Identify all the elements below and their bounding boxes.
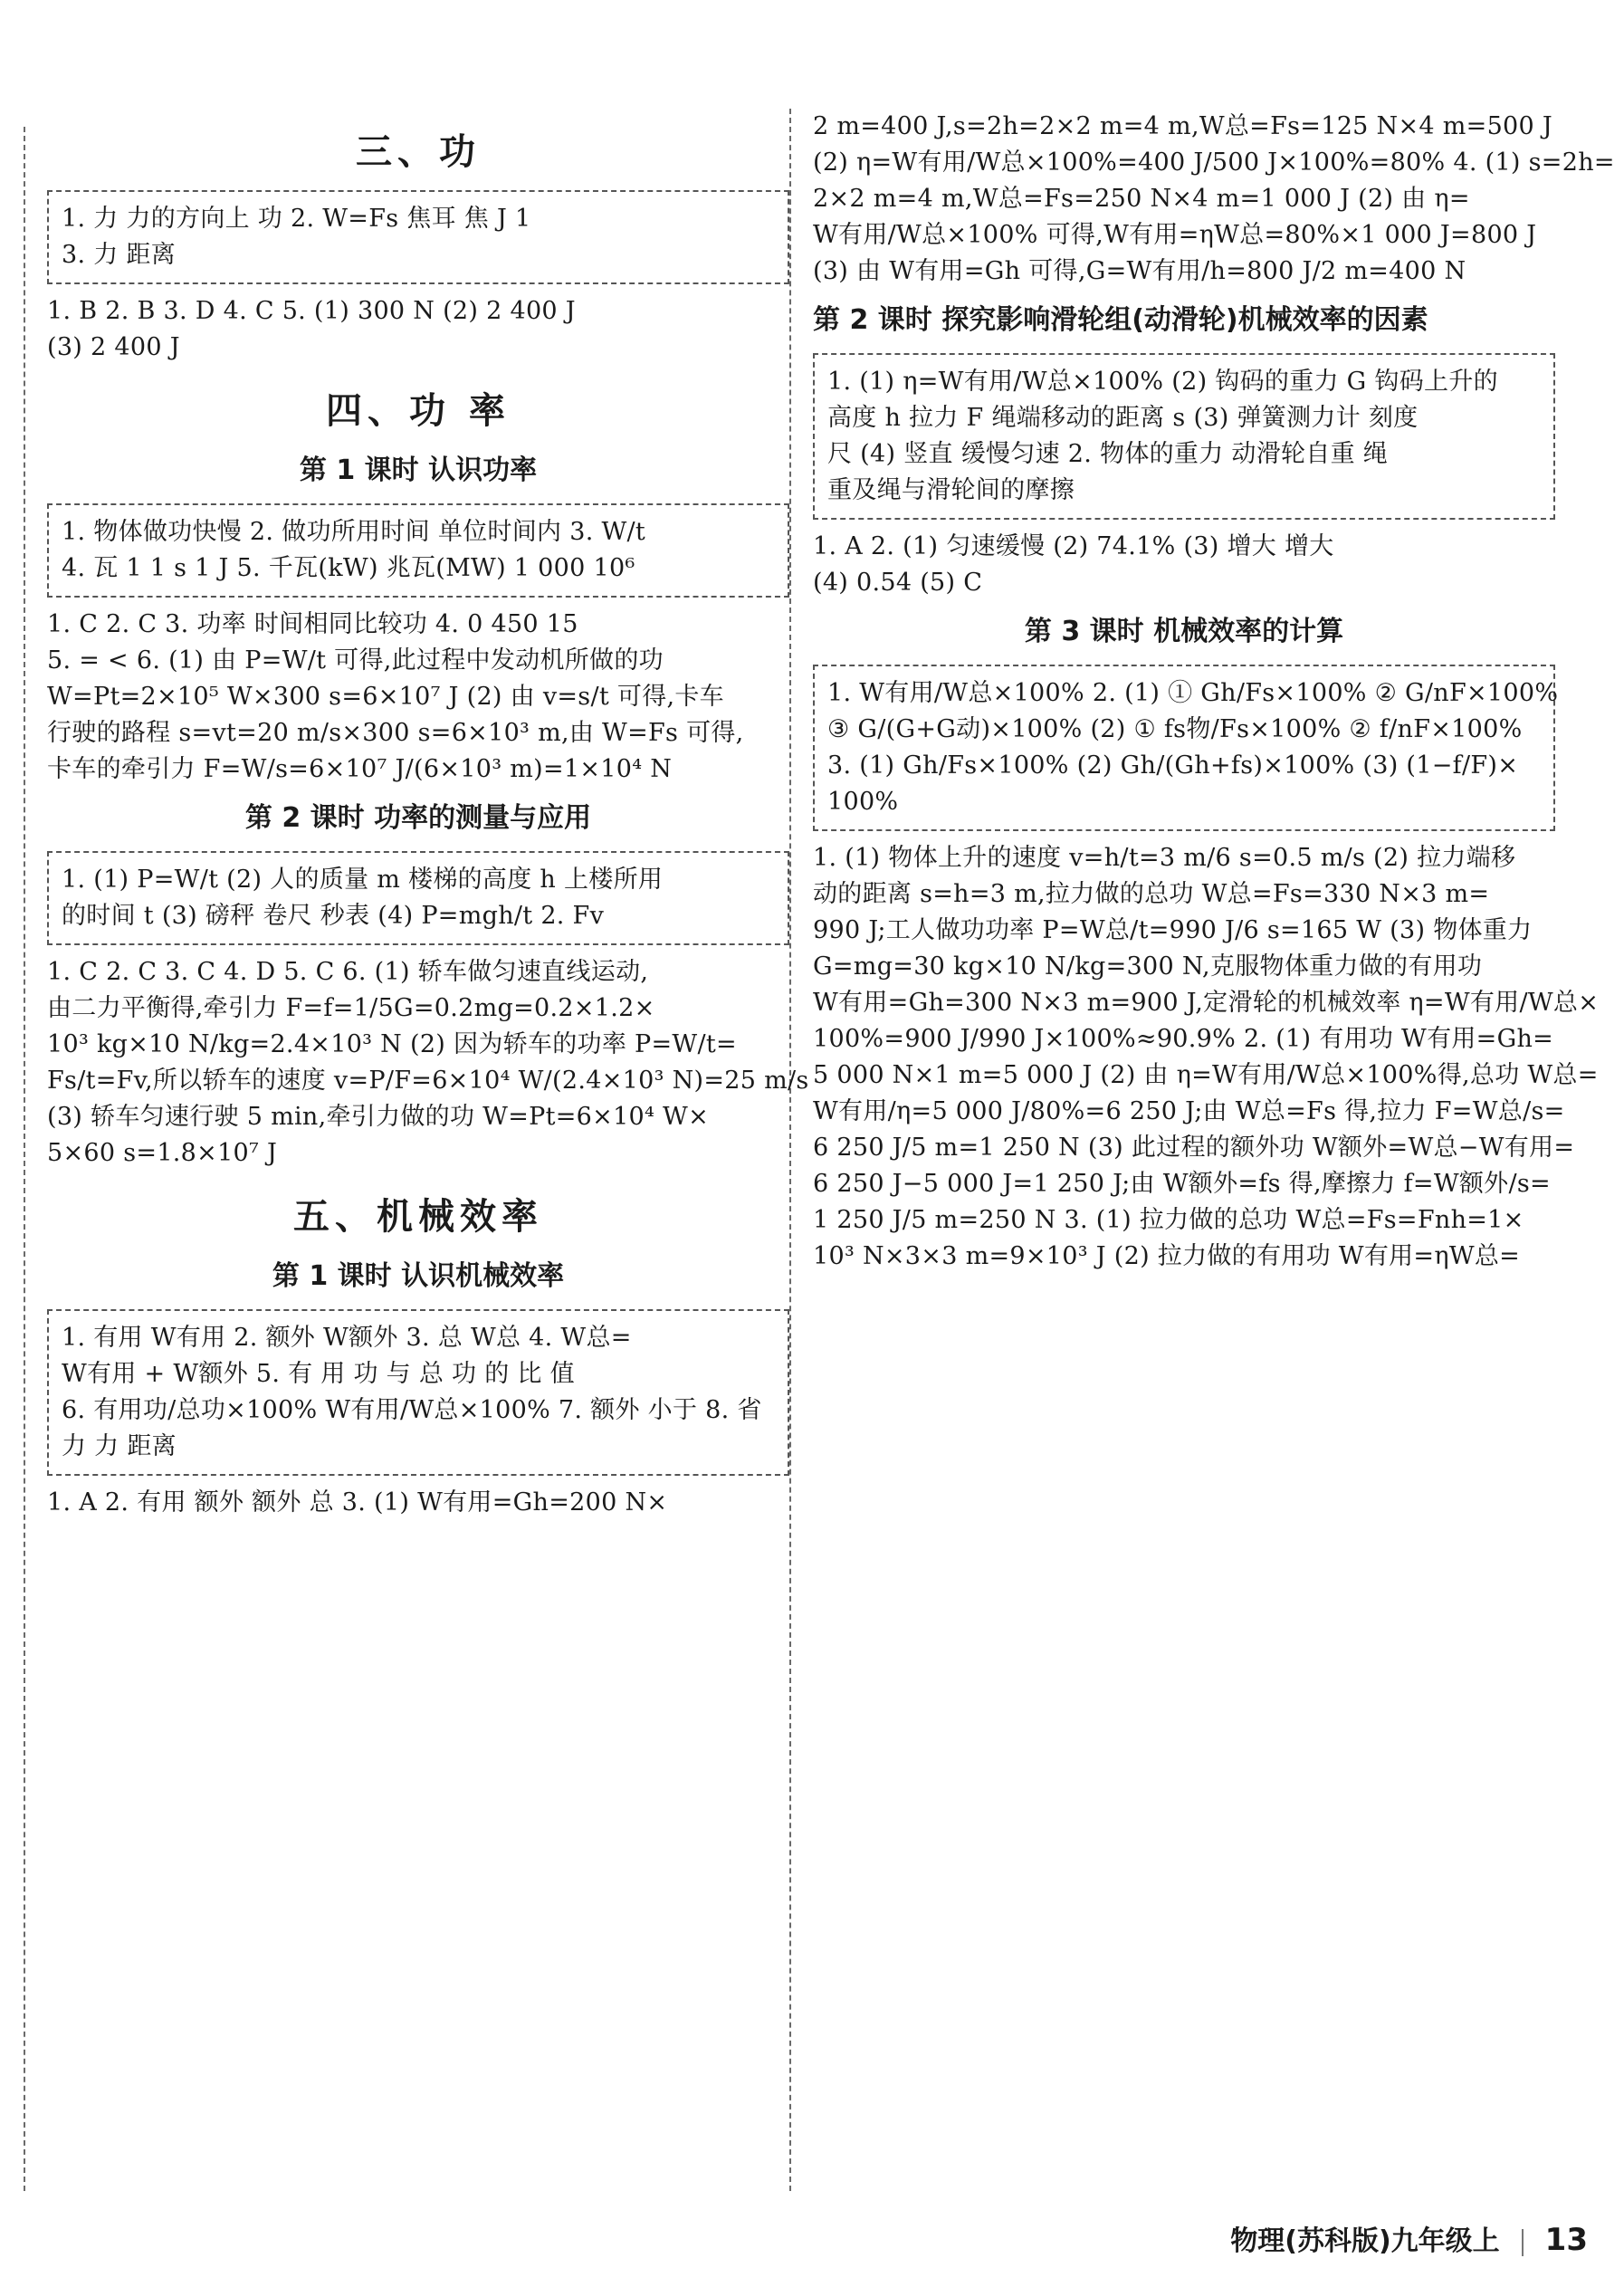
answer-box-power-1	[47, 503, 789, 598]
box-line: W有用 + W额外 5. 有 用 功 与 总 功 的 比 值	[62, 1360, 575, 1388]
box-line: 力 力 距离	[62, 1432, 177, 1460]
box-line: 1. (1) P=W/t (2) 人的质量 m 楼梯的高度 h 上楼所用	[62, 866, 664, 894]
answer-line: 6 250 J/5 m=1 250 N (3) 此过程的额外功 W额外=W总−W有用=	[813, 1134, 1575, 1162]
box-line: 4. 瓦 1 1 s 1 J 5. 千瓦(kW) 兆瓦(MW) 1 000 10⁶	[62, 554, 635, 582]
answer-line: 5 000 N×1 m=5 000 J (2) 由 η=W有用/W总×100%得,总功 W总=	[813, 1061, 1599, 1089]
answer-box-efficiency-3	[813, 665, 1559, 831]
footer-separator	[1522, 2229, 1524, 2256]
box-line: 重及绳与滑轮间的摩擦	[827, 476, 1075, 504]
answer-line: 100%=900 J/990 J×100%≈90.9% 2. (1) 有用功 W有用=Gh=	[813, 1025, 1554, 1053]
section-title-efficiency: 五、机械效率	[293, 1196, 543, 1238]
section-title-power: 四、功 率	[326, 390, 511, 432]
box-line: 1. W有用/W总×100% 2. (1) ① Gh/Fs×100% ② G/nF×100%	[827, 679, 1559, 707]
answer-line: 1. C 2. C 3. 功率 时间相同比较功 4. 0 450 15	[47, 610, 578, 638]
right-column	[813, 109, 1615, 1275]
box-line: 3. 力 距离	[62, 241, 177, 269]
answer-box-power-2	[47, 851, 789, 945]
box-line: 6. 有用功/总功×100% W有用/W总×100% 7. 额外 小于 8. 省	[62, 1396, 762, 1424]
answer-line: 10³ N×3×3 m=9×10³ J (2) 拉力做的有用功 W有用=ηW总=	[813, 1242, 1521, 1270]
answer-line: (3) 由 W有用=Gh 可得,G=W有用/h=800 J/2 m=400 N	[813, 257, 1466, 285]
answer-line: Fs/t=Fv,所以轿车的速度 v=P/F=6×10⁴ W/(2.4×10³ N)=25 m/s	[47, 1067, 809, 1095]
lesson-title-efficiency-3: 第 3 课时 机械效率的计算	[1024, 616, 1344, 647]
answer-box-work	[47, 190, 789, 284]
column-divider	[789, 109, 791, 2191]
answer-line: 1. B 2. B 3. D 4. C 5. (1) 300 N (2) 2 400 J	[47, 297, 576, 325]
answer-line: 5×60 s=1.8×10⁷ J	[47, 1139, 278, 1167]
box-line: ③ G/(G+G动)×100% (2) ① fs物/Fs×100% ② f/nF×100%	[827, 715, 1523, 743]
box-line: 1. (1) η=W有用/W总×100% (2) 钩码的重力 G 钩码上升的	[827, 368, 1498, 396]
box-line: 100%	[827, 788, 899, 816]
lesson-title-efficiency-1: 第 1 课时 认识机械效率	[272, 1260, 565, 1292]
lesson-title-power-2: 第 2 课时 功率的测量与应用	[244, 802, 592, 834]
lesson-title-efficiency-2: 第 2 课时 探究影响滑轮组(动滑轮)机械效率的因素	[813, 304, 1428, 336]
answer-line: 5. = < 6. (1) 由 P=W/t 可得,此过程中发动机所做的功	[47, 646, 664, 675]
answer-line: 990 J;工人做功功率 P=W总/t=990 J/6 s=165 W (3) 物体重力	[813, 916, 1533, 944]
answer-line: 1. (1) 物体上升的速度 v=h/t=3 m/6 s=0.5 m/s (2) 拉力端移	[813, 844, 1516, 872]
answer-line: W有用=Gh=300 N×3 m=900 J,定滑轮的机械效率 η=W有用/W总×	[813, 989, 1600, 1017]
answer-line: (2) η=W有用/W总×100%=400 J/500 J×100%=80% 4. (1) s=2h=	[813, 148, 1615, 177]
page-footer	[1230, 2222, 1588, 2260]
answer-line: 行驶的路程 s=vt=20 m/s×300 s=6×10³ m,由 W=Fs 可得,	[47, 719, 744, 747]
answer-line: W有用/η=5 000 J/80%=6 250 J;由 W总=Fs 得,拉力 F=W总/s=	[813, 1097, 1565, 1125]
answer-line: W有用/W总×100% 可得,W有用=ηW总=80%×1 000 J=800 J	[813, 221, 1537, 249]
lesson-title-power-1: 第 1 课时 认识功率	[299, 455, 538, 486]
page-number: 13	[1544, 2222, 1588, 2258]
answer-line: 卡车的牵引力 F=W/s=6×10⁷ J/(6×10³ m)=1×10⁴ N	[47, 755, 673, 783]
answer-line: G=mg=30 kg×10 N/kg=300 N,克服物体重力做的有用功	[813, 952, 1483, 981]
answer-line: (3) 轿车匀速行驶 5 min,牵引力做的功 W=Pt=6×10⁴ W×	[47, 1103, 710, 1131]
answer-box-efficiency-2	[813, 353, 1555, 520]
box-line: 1. 有用 W有用 2. 额外 W额外 3. 总 W总 4. W总=	[62, 1324, 632, 1352]
answer-line: 1. C 2. C 3. C 4. D 5. C 6. (1) 轿车做匀速直线运动,	[47, 958, 649, 986]
answer-line: (3) 2 400 J	[47, 333, 180, 361]
box-line: 尺 (4) 竖直 缓慢匀速 2. 物体的重力 动滑轮自重 绳	[827, 440, 1389, 468]
answer-line: 由二力平衡得,牵引力 F=f=1/5G=0.2mg=0.2×1.2×	[47, 994, 655, 1022]
left-margin-divider	[24, 127, 25, 2191]
box-line: 的时间 t (3) 磅秤 卷尺 秒表 (4) P=mgh/t 2. Fv	[62, 902, 605, 930]
answer-line: 1. A 2. (1) 匀速缓慢 (2) 74.1% (3) 增大 增大	[813, 532, 1334, 560]
answer-line: 1. A 2. 有用 额外 额外 总 3. (1) W有用=Gh=200 N×	[47, 1488, 668, 1517]
box-line: 1. 力 力的方向上 功 2. W=Fs 焦耳 焦 J 1	[62, 205, 531, 233]
answer-box-efficiency-1	[47, 1309, 789, 1476]
box-line: 高度 h 拉力 F 绳端移动的距离 s (3) 弹簧测力计 刻度	[827, 404, 1419, 432]
answer-line: 动的距离 s=h=3 m,拉力做的总功 W总=Fs=330 N×3 m=	[813, 880, 1490, 908]
answer-line: 2 m=400 J,s=2h=2×2 m=4 m,W总=Fs=125 N×4 m=500 J	[813, 112, 1553, 140]
answer-line: W=Pt=2×10⁵ W×300 s=6×10⁷ J (2) 由 v=s/t 可得,卡车	[47, 683, 724, 711]
section-title-work: 三、功	[356, 131, 481, 173]
box-line: 1. 物体做功快慢 2. 做功所用时间 单位时间内 3. W/t	[62, 518, 646, 546]
answer-line: 2×2 m=4 m,W总=Fs=250 N×4 m=1 000 J (2) 由 η=	[813, 185, 1470, 213]
answer-line: 10³ kg×10 N/kg=2.4×10³ N (2) 因为轿车的功率 P=W/t=	[47, 1030, 737, 1058]
book-title: 物理(苏科版)九年级上	[1230, 2225, 1500, 2257]
answer-line: (4) 0.54 (5) C	[813, 569, 983, 597]
box-line: 3. (1) Gh/Fs×100% (2) Gh/(Gh+fs)×100% (3) (1−f/F)×	[827, 751, 1519, 780]
left-column	[47, 107, 809, 1521]
answer-line: 6 250 J−5 000 J=1 250 J;由 W额外=fs 得,摩擦力 f=W额外/s=	[813, 1170, 1551, 1198]
answer-line: 1 250 J/5 m=250 N 3. (1) 拉力做的总功 W总=Fs=Fnh=1×	[813, 1206, 1524, 1234]
